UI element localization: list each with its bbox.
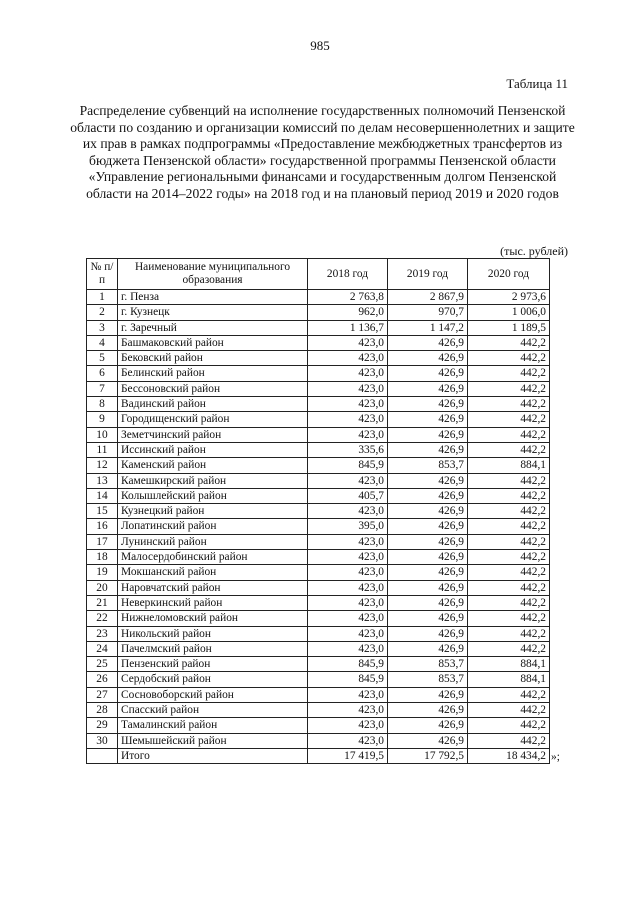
table-row <box>87 641 550 656</box>
value-2020: 442,2 <box>468 580 550 595</box>
row-number: 19 <box>87 565 118 580</box>
value-2020: 442,2 <box>468 397 550 412</box>
municipality-name: Лопатинский район <box>118 519 308 534</box>
value-2020: 442,2 <box>468 488 550 503</box>
value-2020: 442,2 <box>468 718 550 733</box>
value-2020: 1 189,5 <box>468 320 550 335</box>
value-2020: 884,1 <box>468 672 550 687</box>
municipality-name: Сердобский район <box>118 672 308 687</box>
value-2019: 970,7 <box>388 305 468 320</box>
closing-quote-mark: »; <box>551 751 560 763</box>
municipality-name: Бековский район <box>118 351 308 366</box>
value-2020: 442,2 <box>468 687 550 702</box>
value-2018: 423,0 <box>308 504 388 519</box>
value-2020: 442,2 <box>468 550 550 565</box>
value-2018: 395,0 <box>308 519 388 534</box>
units-note: (тыс. рублей) <box>500 244 568 258</box>
row-number: 16 <box>87 519 118 534</box>
value-2020: 442,2 <box>468 381 550 396</box>
column-header-2019: 2019 год <box>388 259 468 290</box>
value-2020: 884,1 <box>468 657 550 672</box>
value-2018: 845,9 <box>308 672 388 687</box>
municipality-name: Лунинский район <box>118 534 308 549</box>
value-2018: 845,9 <box>308 657 388 672</box>
table-label: Таблица 11 <box>506 76 568 91</box>
table-row <box>87 657 550 672</box>
value-2019: 426,9 <box>388 550 468 565</box>
value-2020: 884,1 <box>468 458 550 473</box>
municipality-name: Шемышейский район <box>118 733 308 748</box>
municipality-name: Итого <box>118 748 308 763</box>
value-2018: 335,6 <box>308 442 388 457</box>
table-row <box>87 320 550 335</box>
column-header-name: Наименование муниципального образования <box>118 259 308 290</box>
municipality-name: Наровчатский район <box>118 580 308 595</box>
row-number: 8 <box>87 397 118 412</box>
table-row <box>87 458 550 473</box>
municipality-name: Тамалинский район <box>118 718 308 733</box>
row-number: 20 <box>87 580 118 595</box>
table-row <box>87 534 550 549</box>
municipality-name: Вадинский район <box>118 397 308 412</box>
municipality-name: Мокшанский район <box>118 565 308 580</box>
table-row <box>87 718 550 733</box>
row-number: 9 <box>87 412 118 427</box>
table-row <box>87 305 550 320</box>
value-2019: 426,9 <box>388 351 468 366</box>
value-2019: 426,9 <box>388 565 468 580</box>
value-2019: 426,9 <box>388 611 468 626</box>
row-number: 2 <box>87 305 118 320</box>
value-2018: 423,0 <box>308 687 388 702</box>
column-header-2020: 2020 год <box>468 259 550 290</box>
row-number: 10 <box>87 427 118 442</box>
table-row <box>87 733 550 748</box>
value-2020: 442,2 <box>468 335 550 350</box>
value-2019: 426,9 <box>388 580 468 595</box>
value-2019: 426,9 <box>388 703 468 718</box>
value-2020: 442,2 <box>468 427 550 442</box>
table-row <box>87 488 550 503</box>
municipality-name: Нижнеломовский район <box>118 611 308 626</box>
value-2019: 426,9 <box>388 733 468 748</box>
value-2020: 2 973,6 <box>468 290 550 305</box>
value-2019: 426,9 <box>388 381 468 396</box>
row-number: 24 <box>87 641 118 656</box>
value-2020: 1 006,0 <box>468 305 550 320</box>
municipality-name: Колышлейский район <box>118 488 308 503</box>
municipality-name: Никольский район <box>118 626 308 641</box>
municipality-name: Земетчинский район <box>118 427 308 442</box>
value-2020: 442,2 <box>468 412 550 427</box>
municipality-name: Спасский район <box>118 703 308 718</box>
value-2018: 423,0 <box>308 335 388 350</box>
value-2019: 426,9 <box>388 504 468 519</box>
value-2019: 426,9 <box>388 534 468 549</box>
row-number: 26 <box>87 672 118 687</box>
row-number: 27 <box>87 687 118 702</box>
row-number: 4 <box>87 335 118 350</box>
table-row <box>87 687 550 702</box>
value-2019: 426,9 <box>388 335 468 350</box>
row-number: 17 <box>87 534 118 549</box>
table-row <box>87 611 550 626</box>
value-2018: 405,7 <box>308 488 388 503</box>
row-number: 6 <box>87 366 118 381</box>
row-number: 29 <box>87 718 118 733</box>
table-row <box>87 565 550 580</box>
value-2019: 426,9 <box>388 687 468 702</box>
value-2019: 426,9 <box>388 412 468 427</box>
value-2018: 423,0 <box>308 733 388 748</box>
document-title: Распределение субвенций на исполнение государственных полномочий Пензенской области по созданию и организации комиссий по делам несовершеннолетних и защите их прав в рамках подпрограммы «Предоставление межбюджетных трансфертов из бюджета Пензенской области» государственной программы Пензенской области «Управление региональными финансами и государственным долгом Пензенской области на 2014–2022 годы» на 2018 год и на плановый период 2019 и 2020 годов <box>70 103 575 201</box>
value-2020: 442,2 <box>468 534 550 549</box>
table-row <box>87 442 550 457</box>
row-number: 28 <box>87 703 118 718</box>
value-2020: 442,2 <box>468 366 550 381</box>
value-2020: 442,2 <box>468 703 550 718</box>
row-number: 5 <box>87 351 118 366</box>
table-body <box>87 290 550 764</box>
municipality-name: Пачелмский район <box>118 641 308 656</box>
value-2018: 423,0 <box>308 565 388 580</box>
municipality-name: г. Заречный <box>118 320 308 335</box>
municipality-name: Малосердобинский район <box>118 550 308 565</box>
row-number: 13 <box>87 473 118 488</box>
table-row <box>87 412 550 427</box>
value-2019: 426,9 <box>388 626 468 641</box>
value-2019: 853,7 <box>388 657 468 672</box>
value-2020: 442,2 <box>468 442 550 457</box>
value-2020: 18 434,2 <box>468 748 550 763</box>
table-row <box>87 580 550 595</box>
row-number: 18 <box>87 550 118 565</box>
value-2019: 1 147,2 <box>388 320 468 335</box>
row-number: 22 <box>87 611 118 626</box>
municipality-name: Пензенский район <box>118 657 308 672</box>
table-row <box>87 703 550 718</box>
row-number: 14 <box>87 488 118 503</box>
value-2020: 442,2 <box>468 351 550 366</box>
row-number: 23 <box>87 626 118 641</box>
value-2018: 1 136,7 <box>308 320 388 335</box>
value-2020: 442,2 <box>468 565 550 580</box>
value-2020: 442,2 <box>468 519 550 534</box>
row-number: 15 <box>87 504 118 519</box>
value-2018: 423,0 <box>308 580 388 595</box>
table-row <box>87 595 550 610</box>
municipality-name: г. Пенза <box>118 290 308 305</box>
value-2018: 423,0 <box>308 595 388 610</box>
table-row <box>87 626 550 641</box>
table-row <box>87 351 550 366</box>
municipality-name: Бессоновский район <box>118 381 308 396</box>
value-2018: 423,0 <box>308 703 388 718</box>
value-2018: 423,0 <box>308 534 388 549</box>
municipality-name: Каменский район <box>118 458 308 473</box>
table-header-row <box>87 259 550 290</box>
value-2018: 423,0 <box>308 626 388 641</box>
municipality-name: Сосновоборский район <box>118 687 308 702</box>
row-number: 25 <box>87 657 118 672</box>
value-2020: 442,2 <box>468 641 550 656</box>
value-2019: 17 792,5 <box>388 748 468 763</box>
row-number: 21 <box>87 595 118 610</box>
value-2019: 426,9 <box>388 397 468 412</box>
municipality-name: Камешкирский район <box>118 473 308 488</box>
value-2019: 426,9 <box>388 427 468 442</box>
value-2018: 423,0 <box>308 611 388 626</box>
row-number: 30 <box>87 733 118 748</box>
value-2020: 442,2 <box>468 473 550 488</box>
value-2019: 426,9 <box>388 718 468 733</box>
value-2019: 426,9 <box>388 366 468 381</box>
value-2019: 853,7 <box>388 672 468 687</box>
value-2019: 2 867,9 <box>388 290 468 305</box>
value-2018: 423,0 <box>308 718 388 733</box>
value-2019: 426,9 <box>388 473 468 488</box>
municipality-name: Городищенский район <box>118 412 308 427</box>
page-number: 985 <box>310 38 330 53</box>
value-2018: 845,9 <box>308 458 388 473</box>
table-row <box>87 366 550 381</box>
municipality-name: Неверкинский район <box>118 595 308 610</box>
row-number: 1 <box>87 290 118 305</box>
row-number: 3 <box>87 320 118 335</box>
value-2018: 423,0 <box>308 351 388 366</box>
value-2019: 426,9 <box>388 641 468 656</box>
value-2018: 423,0 <box>308 397 388 412</box>
value-2020: 442,2 <box>468 626 550 641</box>
value-2018: 423,0 <box>308 366 388 381</box>
value-2018: 423,0 <box>308 412 388 427</box>
value-2019: 426,9 <box>388 519 468 534</box>
municipality-name: Белинский район <box>118 366 308 381</box>
value-2020: 442,2 <box>468 595 550 610</box>
table-row <box>87 473 550 488</box>
table-row <box>87 504 550 519</box>
value-2019: 426,9 <box>388 595 468 610</box>
subvention-table <box>86 258 550 764</box>
table-row <box>87 672 550 687</box>
column-header-2018: 2018 год <box>308 259 388 290</box>
table-row <box>87 427 550 442</box>
value-2018: 423,0 <box>308 473 388 488</box>
value-2018: 962,0 <box>308 305 388 320</box>
value-2018: 423,0 <box>308 381 388 396</box>
municipality-name: г. Кузнецк <box>118 305 308 320</box>
row-number: 7 <box>87 381 118 396</box>
municipality-name: Башмаковский район <box>118 335 308 350</box>
value-2018: 2 763,8 <box>308 290 388 305</box>
municipality-name: Кузнецкий район <box>118 504 308 519</box>
value-2019: 426,9 <box>388 442 468 457</box>
value-2018: 423,0 <box>308 427 388 442</box>
value-2020: 442,2 <box>468 733 550 748</box>
value-2019: 853,7 <box>388 458 468 473</box>
value-2019: 426,9 <box>388 488 468 503</box>
value-2020: 442,2 <box>468 504 550 519</box>
table-row <box>87 550 550 565</box>
table-row <box>87 381 550 396</box>
table-row <box>87 335 550 350</box>
table-row <box>87 519 550 534</box>
table-row <box>87 397 550 412</box>
value-2018: 17 419,5 <box>308 748 388 763</box>
row-number: 11 <box>87 442 118 457</box>
table-row <box>87 290 550 305</box>
row-number <box>87 748 118 763</box>
total-row <box>87 748 550 763</box>
row-number: 12 <box>87 458 118 473</box>
value-2020: 442,2 <box>468 611 550 626</box>
column-header-number: № п/п <box>87 259 118 290</box>
value-2018: 423,0 <box>308 641 388 656</box>
municipality-name: Иссинский район <box>118 442 308 457</box>
value-2018: 423,0 <box>308 550 388 565</box>
